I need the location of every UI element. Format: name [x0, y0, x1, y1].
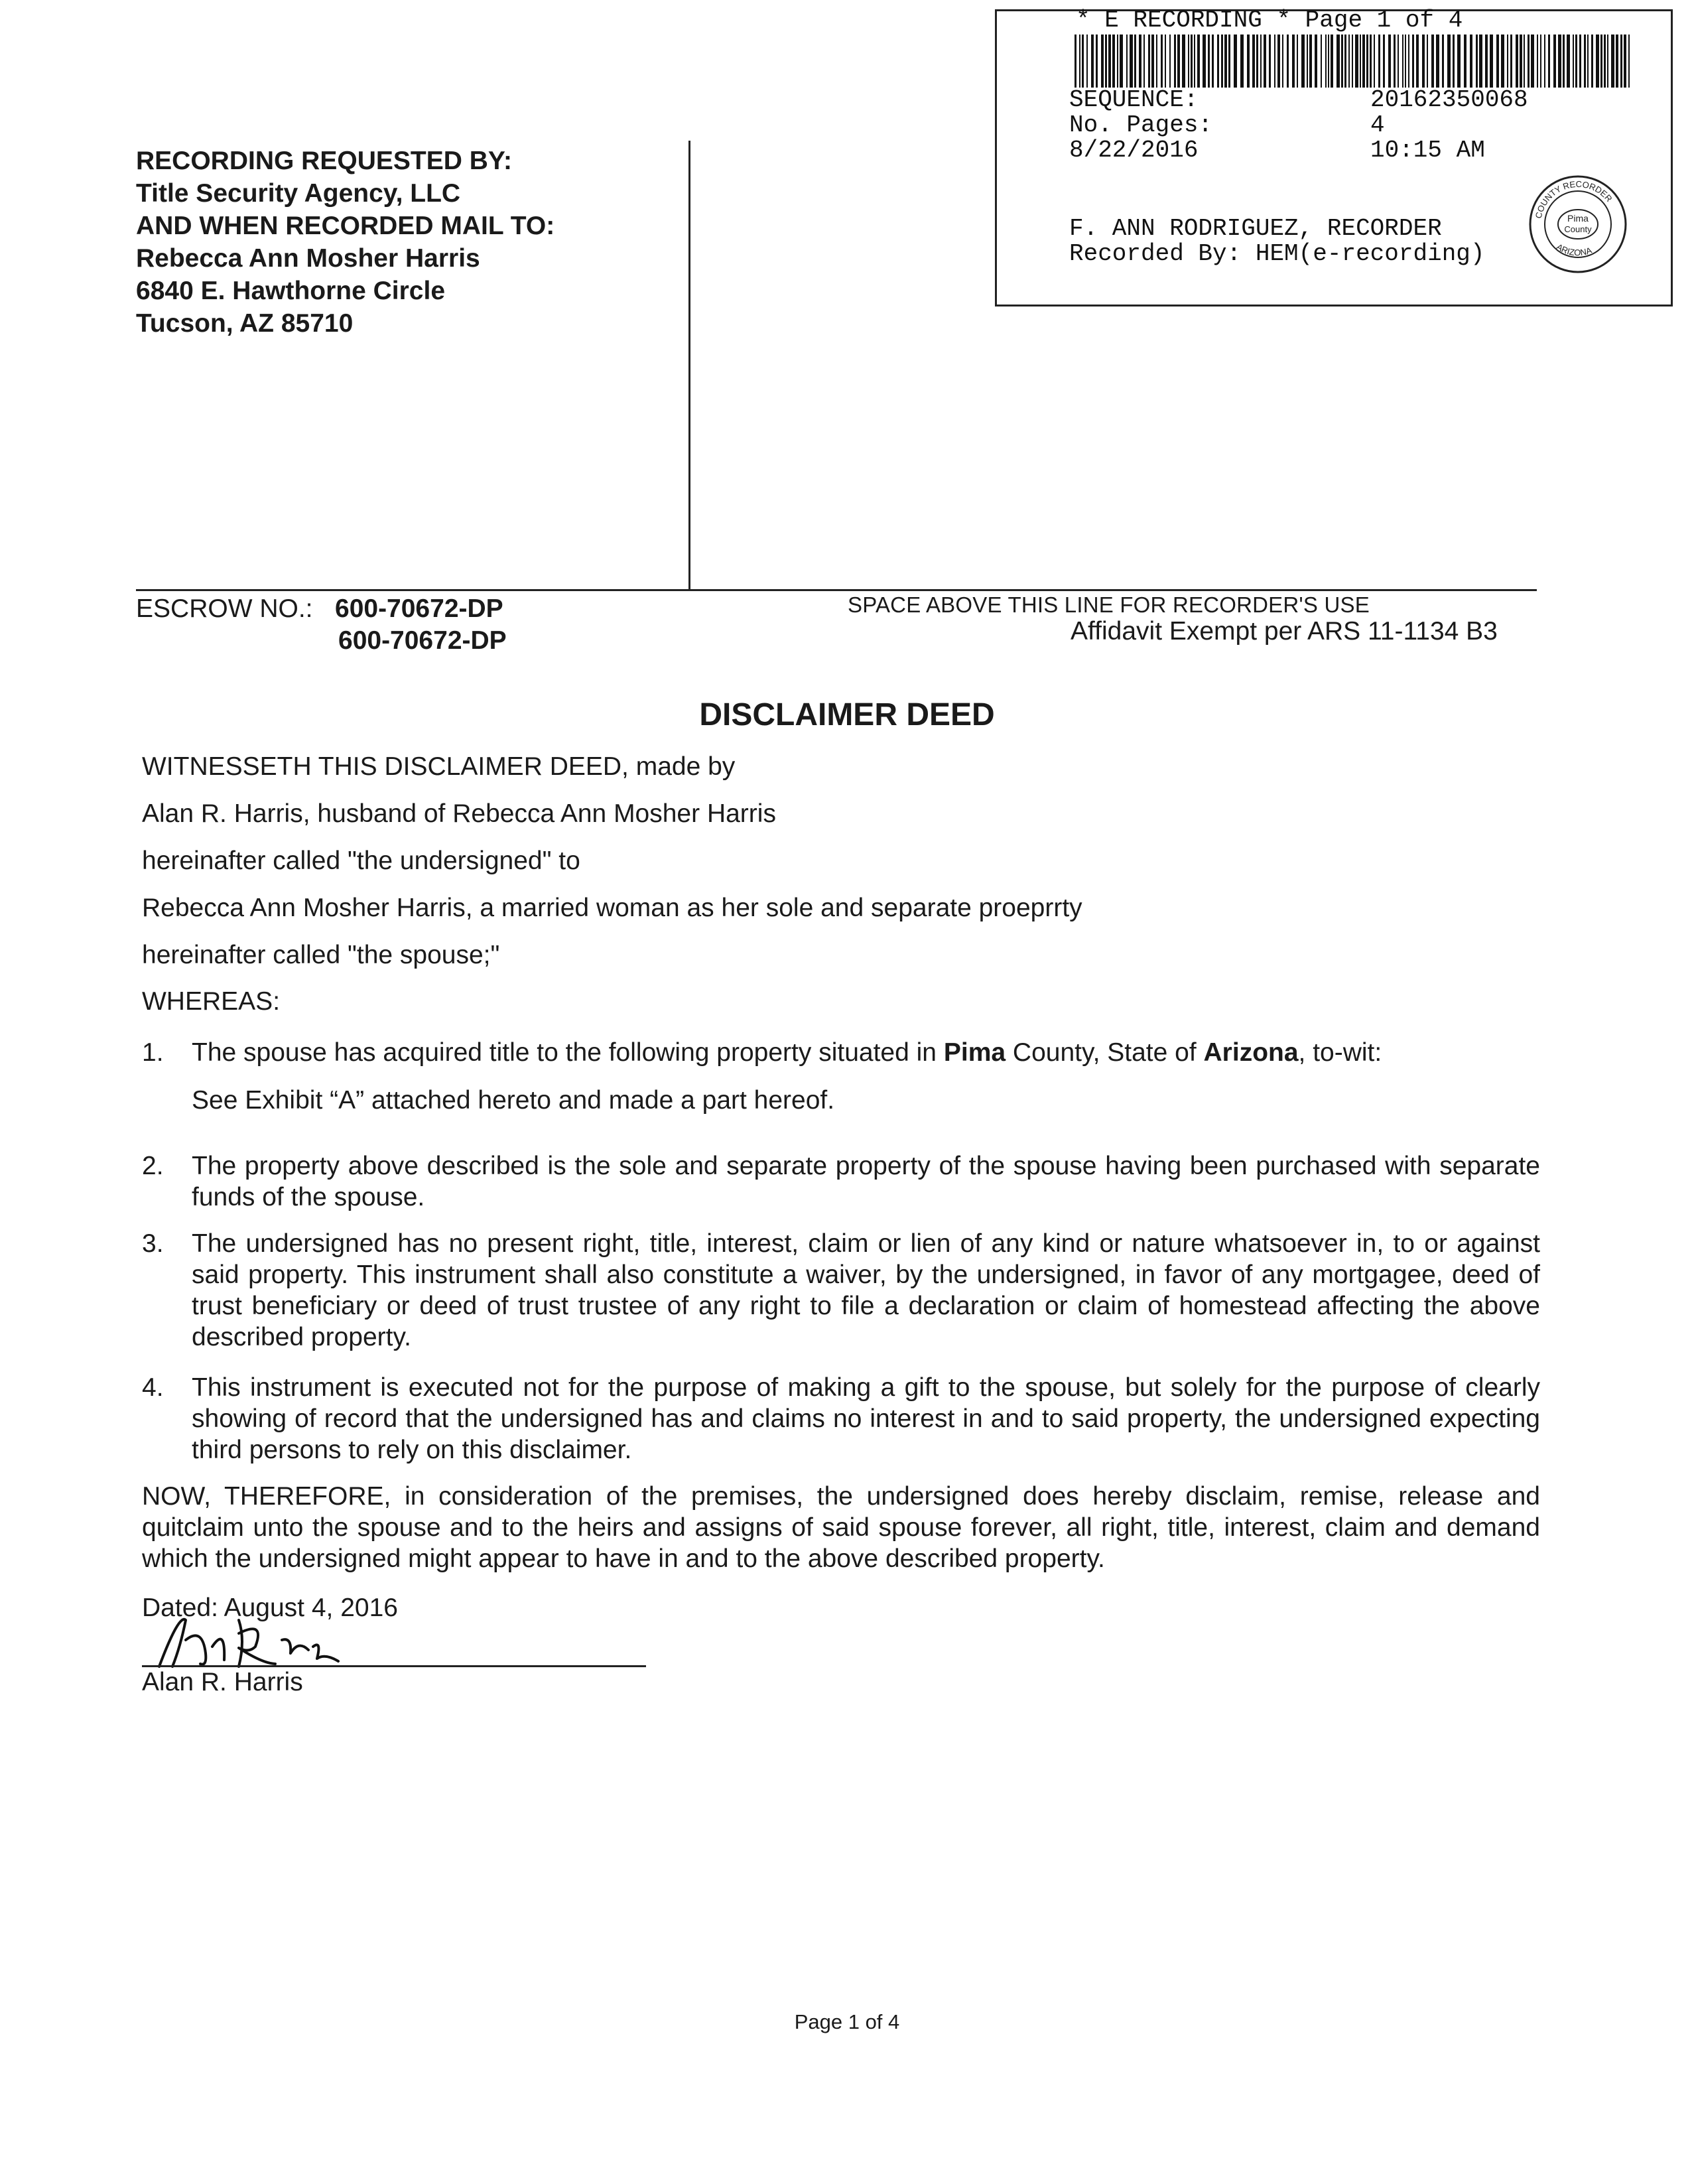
barcode-bar — [1573, 34, 1574, 88]
barcode-bar — [1457, 34, 1461, 88]
barcode-bar — [1402, 34, 1403, 88]
barcode-bar — [1108, 34, 1111, 88]
barcode-bar — [1453, 34, 1455, 88]
barcode-bar — [1341, 34, 1343, 88]
barcode-bar — [1611, 34, 1614, 88]
barcode-bar — [1624, 34, 1626, 88]
barcode-bar — [1579, 34, 1581, 88]
escrow-number-2: 600-70672-DP — [338, 626, 507, 655]
barcode-bar — [1575, 34, 1577, 88]
exhibit-reference: See Exhibit “A” attached hereto and made a part hereof. — [192, 1086, 835, 1115]
barcode-bar — [1362, 34, 1365, 88]
barcode-bar — [1169, 34, 1171, 88]
barcode-bar — [1287, 34, 1289, 88]
barcode-bar — [1548, 34, 1550, 88]
barcode-bar — [1378, 34, 1380, 88]
barcode-bar — [1191, 34, 1193, 88]
barcode-bar — [1394, 34, 1396, 88]
barcode-bar — [1436, 34, 1439, 88]
barcode-bar — [1360, 34, 1361, 88]
barcode-bar — [1212, 34, 1214, 88]
sequence-label: SEQUENCE: — [1069, 86, 1199, 113]
barcode-bar — [1328, 34, 1329, 88]
clause-number: 2. — [142, 1152, 164, 1180]
barcode-bar — [1348, 34, 1350, 88]
barcode-bar — [1412, 34, 1414, 88]
page-number: Page 1 of 4 — [794, 2010, 900, 2033]
barcode-bar — [1086, 34, 1088, 88]
clause-4 — [142, 1372, 1540, 1466]
barcode-bar — [1422, 34, 1425, 88]
barcode-bar — [1528, 34, 1530, 88]
barcode-bar — [1600, 34, 1602, 88]
barcode-bar — [1567, 34, 1570, 88]
clause-number: 3. — [142, 1229, 164, 1258]
header-line: Rebecca Ann Mosher Harris — [136, 244, 480, 273]
barcode-bar — [1197, 34, 1200, 88]
barcode-bar — [1277, 34, 1280, 88]
barcode-bar — [1531, 34, 1534, 88]
barcode-bar — [1374, 34, 1375, 88]
barcode-bar — [1537, 34, 1538, 88]
intro-line-2: Alan R. Harris, husband of Rebecca Ann Mosher Harris — [142, 799, 776, 828]
header-line: RECORDING REQUESTED BY: — [136, 147, 512, 175]
barcode-bar — [1165, 34, 1166, 88]
signature-line — [142, 1665, 646, 1667]
barcode-bar — [1405, 34, 1406, 88]
barcode-bar — [1520, 34, 1522, 88]
barcode-bar — [1496, 34, 1499, 88]
clause-text: , to-wit: — [1298, 1038, 1382, 1067]
barcode-bar — [1447, 34, 1451, 88]
clause-text: The undersigned has no present right, title, interest, claim or lien of any kind or nature whatsoever in, to or against said property. This instrument shall also constitute a waiver, by the undersigned, in favor of any mortgagee, deed of trust beneficiary or deed of trust trustee of any right to file a declaration or claim of homestead affecting the above described property. — [192, 1229, 1540, 1351]
vertical-divider — [688, 141, 690, 589]
barcode-bar — [1591, 34, 1593, 88]
clause-3 — [142, 1228, 1540, 1353]
barcode-bar — [1292, 34, 1295, 88]
recorder-use-note: SPACE ABOVE THIS LINE FOR RECORDER'S USE — [848, 592, 1370, 617]
barcode-bar — [1587, 34, 1589, 88]
barcode-bar — [1464, 34, 1466, 88]
record-time: 10:15 AM — [1370, 137, 1485, 164]
barcode-bar — [1143, 34, 1145, 88]
svg-text:ARIZONA: ARIZONA — [1555, 241, 1593, 258]
barcode-bar — [1126, 34, 1128, 88]
barcode-bar — [1161, 34, 1163, 88]
barcode-bar — [1383, 34, 1385, 88]
pages-label: No. Pages: — [1069, 111, 1213, 139]
barcode-bar — [1130, 34, 1133, 88]
barcode-bar — [1224, 34, 1227, 88]
barcode-bar — [1282, 34, 1283, 88]
svg-text:COUNTY RECORDER: COUNTY RECORDER — [1533, 178, 1614, 220]
barcode-bar — [1252, 34, 1255, 88]
barcode-bar — [1188, 34, 1189, 88]
barcode-bar — [1321, 34, 1322, 88]
barcode-bar — [1315, 34, 1317, 88]
barcode-bar — [1325, 34, 1327, 88]
barcode-bar — [1139, 34, 1141, 88]
barcode-bar — [1479, 34, 1482, 88]
barcode-bar — [1563, 34, 1565, 88]
barcode-bar — [1203, 34, 1206, 88]
barcode-bar — [1120, 34, 1123, 88]
barcode-bar — [1075, 34, 1076, 88]
clause-1 — [142, 1037, 1540, 1068]
barcode-bar — [1388, 34, 1391, 88]
barcode-bar — [1336, 34, 1340, 88]
whereas-label: WHEREAS: — [142, 987, 281, 1016]
barcode-bar — [1510, 34, 1512, 88]
barcode-bar — [1540, 34, 1541, 88]
clause-text: The property above described is the sole and separate property of the spouse having been purchased with separate funds of the spouse. — [192, 1152, 1540, 1211]
barcode-bar — [1105, 34, 1107, 88]
barcode-bar — [1558, 34, 1561, 88]
barcode-bar — [1516, 34, 1518, 88]
barcode-bar — [1082, 34, 1084, 88]
barcode-bar — [1274, 34, 1275, 88]
barcode-bar — [1607, 34, 1608, 88]
header-line: AND WHEN RECORDED MAIL TO: — [136, 212, 555, 240]
clause-number: 1. — [142, 1038, 164, 1067]
dated-line: Dated: August 4, 2016 — [142, 1594, 398, 1622]
barcode-bar — [1398, 34, 1399, 88]
clause-text: County, State of — [1006, 1038, 1204, 1067]
barcode-bar — [1331, 34, 1333, 88]
barcode-bar — [1096, 34, 1098, 88]
escrow-row — [136, 592, 503, 626]
barcode-bar — [1366, 34, 1368, 88]
barcode-bar — [1501, 34, 1504, 88]
barcode-bar — [1217, 34, 1219, 88]
barcode-bar — [1470, 34, 1472, 88]
barcode-bar — [1307, 34, 1308, 88]
barcode-bar — [1620, 34, 1622, 88]
barcode-bar — [1584, 34, 1586, 88]
pages-value: 4 — [1370, 111, 1385, 139]
barcode-bar — [1297, 34, 1298, 88]
barcode-bar — [1309, 34, 1312, 88]
barcode — [1075, 34, 1632, 88]
svg-text:County: County — [1564, 224, 1592, 234]
barcode-bar — [1264, 34, 1266, 88]
barcode-bar — [1240, 34, 1244, 88]
barcode-bar — [1134, 34, 1136, 88]
barcode-bar — [1117, 34, 1118, 88]
barcode-bar — [1352, 34, 1353, 88]
barcode-bar — [1182, 34, 1185, 88]
barcode-bar — [1544, 34, 1545, 88]
barcode-bar — [1408, 34, 1409, 88]
barcode-bar — [1416, 34, 1419, 88]
barcode-bar — [1228, 34, 1230, 88]
document-title: DISCLAIMER DEED — [699, 697, 995, 732]
svg-text:Pima: Pima — [1567, 213, 1589, 224]
recorder-use-line — [136, 589, 1537, 591]
barcode-bar — [1151, 34, 1154, 88]
barcode-bar — [1194, 34, 1195, 88]
intro-line-1: WITNESSETH THIS DISCLAIMER DEED, made by — [142, 752, 736, 781]
clause-text: The spouse has acquired title to the following property situated in — [192, 1038, 944, 1067]
barcode-bar — [1156, 34, 1157, 88]
barcode-bar — [1490, 34, 1493, 88]
escrow-label: ESCROW NO.: — [136, 594, 313, 623]
barcode-bar — [1260, 34, 1262, 88]
recording-header — [136, 145, 554, 340]
barcode-bar — [1234, 34, 1237, 88]
barcode-bar — [1596, 34, 1599, 88]
recorder-name: F. ANN RODRIGUEZ, RECORDER — [1069, 215, 1442, 242]
county-seal-icon — [1528, 174, 1628, 275]
now-therefore-paragraph: NOW, THEREFORE, in consideration of the premises, the undersigned does hereby disclaim, remise, release and quitclaim unto the spouse and to the heirs and assigns of said spouse forever, all right, title, interest, claim and demand which the undersigned might appear to have in and to the above described property. — [142, 1482, 1540, 1573]
record-date: 8/22/2016 — [1069, 137, 1199, 164]
barcode-bar — [1247, 34, 1250, 88]
barcode-bar — [1208, 34, 1210, 88]
barcode-bar — [1269, 34, 1271, 88]
barcode-bar — [1091, 34, 1094, 88]
clause-number: 4. — [142, 1373, 164, 1402]
escrow-number: 600-70672-DP — [335, 594, 503, 623]
barcode-bar — [1344, 34, 1346, 88]
barcode-bar — [1256, 34, 1258, 88]
county-name: Pima — [943, 1038, 1006, 1067]
barcode-bar — [1476, 34, 1478, 88]
signer-name: Alan R. Harris — [142, 1668, 303, 1696]
clause-2 — [142, 1150, 1540, 1213]
stamp-header: * E RECORDING * Page 1 of 4 — [1076, 7, 1463, 34]
clause-text: This instrument is executed not for the purpose of making a gift to the spouse, but solely for the purpose of clearly showing of record that the undersigned has and claims no interest in and to said property, the undersigned expecting third persons to rely on this disclaimer. — [192, 1373, 1540, 1464]
intro-line-5: hereinafter called "the spouse;" — [142, 941, 500, 969]
affidavit-exempt: Affidavit Exempt per ARS 11-1134 B3 — [1071, 617, 1498, 646]
barcode-bar — [1370, 34, 1372, 88]
barcode-bar — [1174, 34, 1176, 88]
recorded-by: Recorded By: HEM(e-recording) — [1069, 240, 1485, 267]
barcode-bar — [1485, 34, 1488, 88]
barcode-bar — [1101, 34, 1104, 88]
state-name: Arizona — [1203, 1038, 1299, 1067]
barcode-bar — [1524, 34, 1525, 88]
barcode-bar — [1553, 34, 1556, 88]
barcode-bar — [1301, 34, 1305, 88]
intro-line-4: Rebecca Ann Mosher Harris, a married woman as her sole and separate proeprrty — [142, 894, 1082, 922]
header-line: Title Security Agency, LLC — [136, 179, 461, 208]
barcode-bar — [1616, 34, 1618, 88]
barcode-bar — [1442, 34, 1444, 88]
barcode-bar — [1079, 34, 1080, 88]
barcode-bar — [1427, 34, 1428, 88]
barcode-bar — [1221, 34, 1223, 88]
sequence-value: 20162350068 — [1370, 86, 1528, 113]
barcode-bar — [1507, 34, 1508, 88]
intro-line-3: hereinafter called "the undersigned" to — [142, 847, 580, 875]
barcode-bar — [1604, 34, 1606, 88]
barcode-bar — [1148, 34, 1150, 88]
barcode-bar — [1628, 34, 1630, 88]
barcode-bar — [1177, 34, 1180, 88]
barcode-bar — [1112, 34, 1115, 88]
header-line: Tucson, AZ 85710 — [136, 309, 354, 338]
barcode-bar — [1355, 34, 1358, 88]
barcode-bar — [1431, 34, 1434, 88]
header-line: 6840 E. Hawthorne Circle — [136, 277, 446, 305]
